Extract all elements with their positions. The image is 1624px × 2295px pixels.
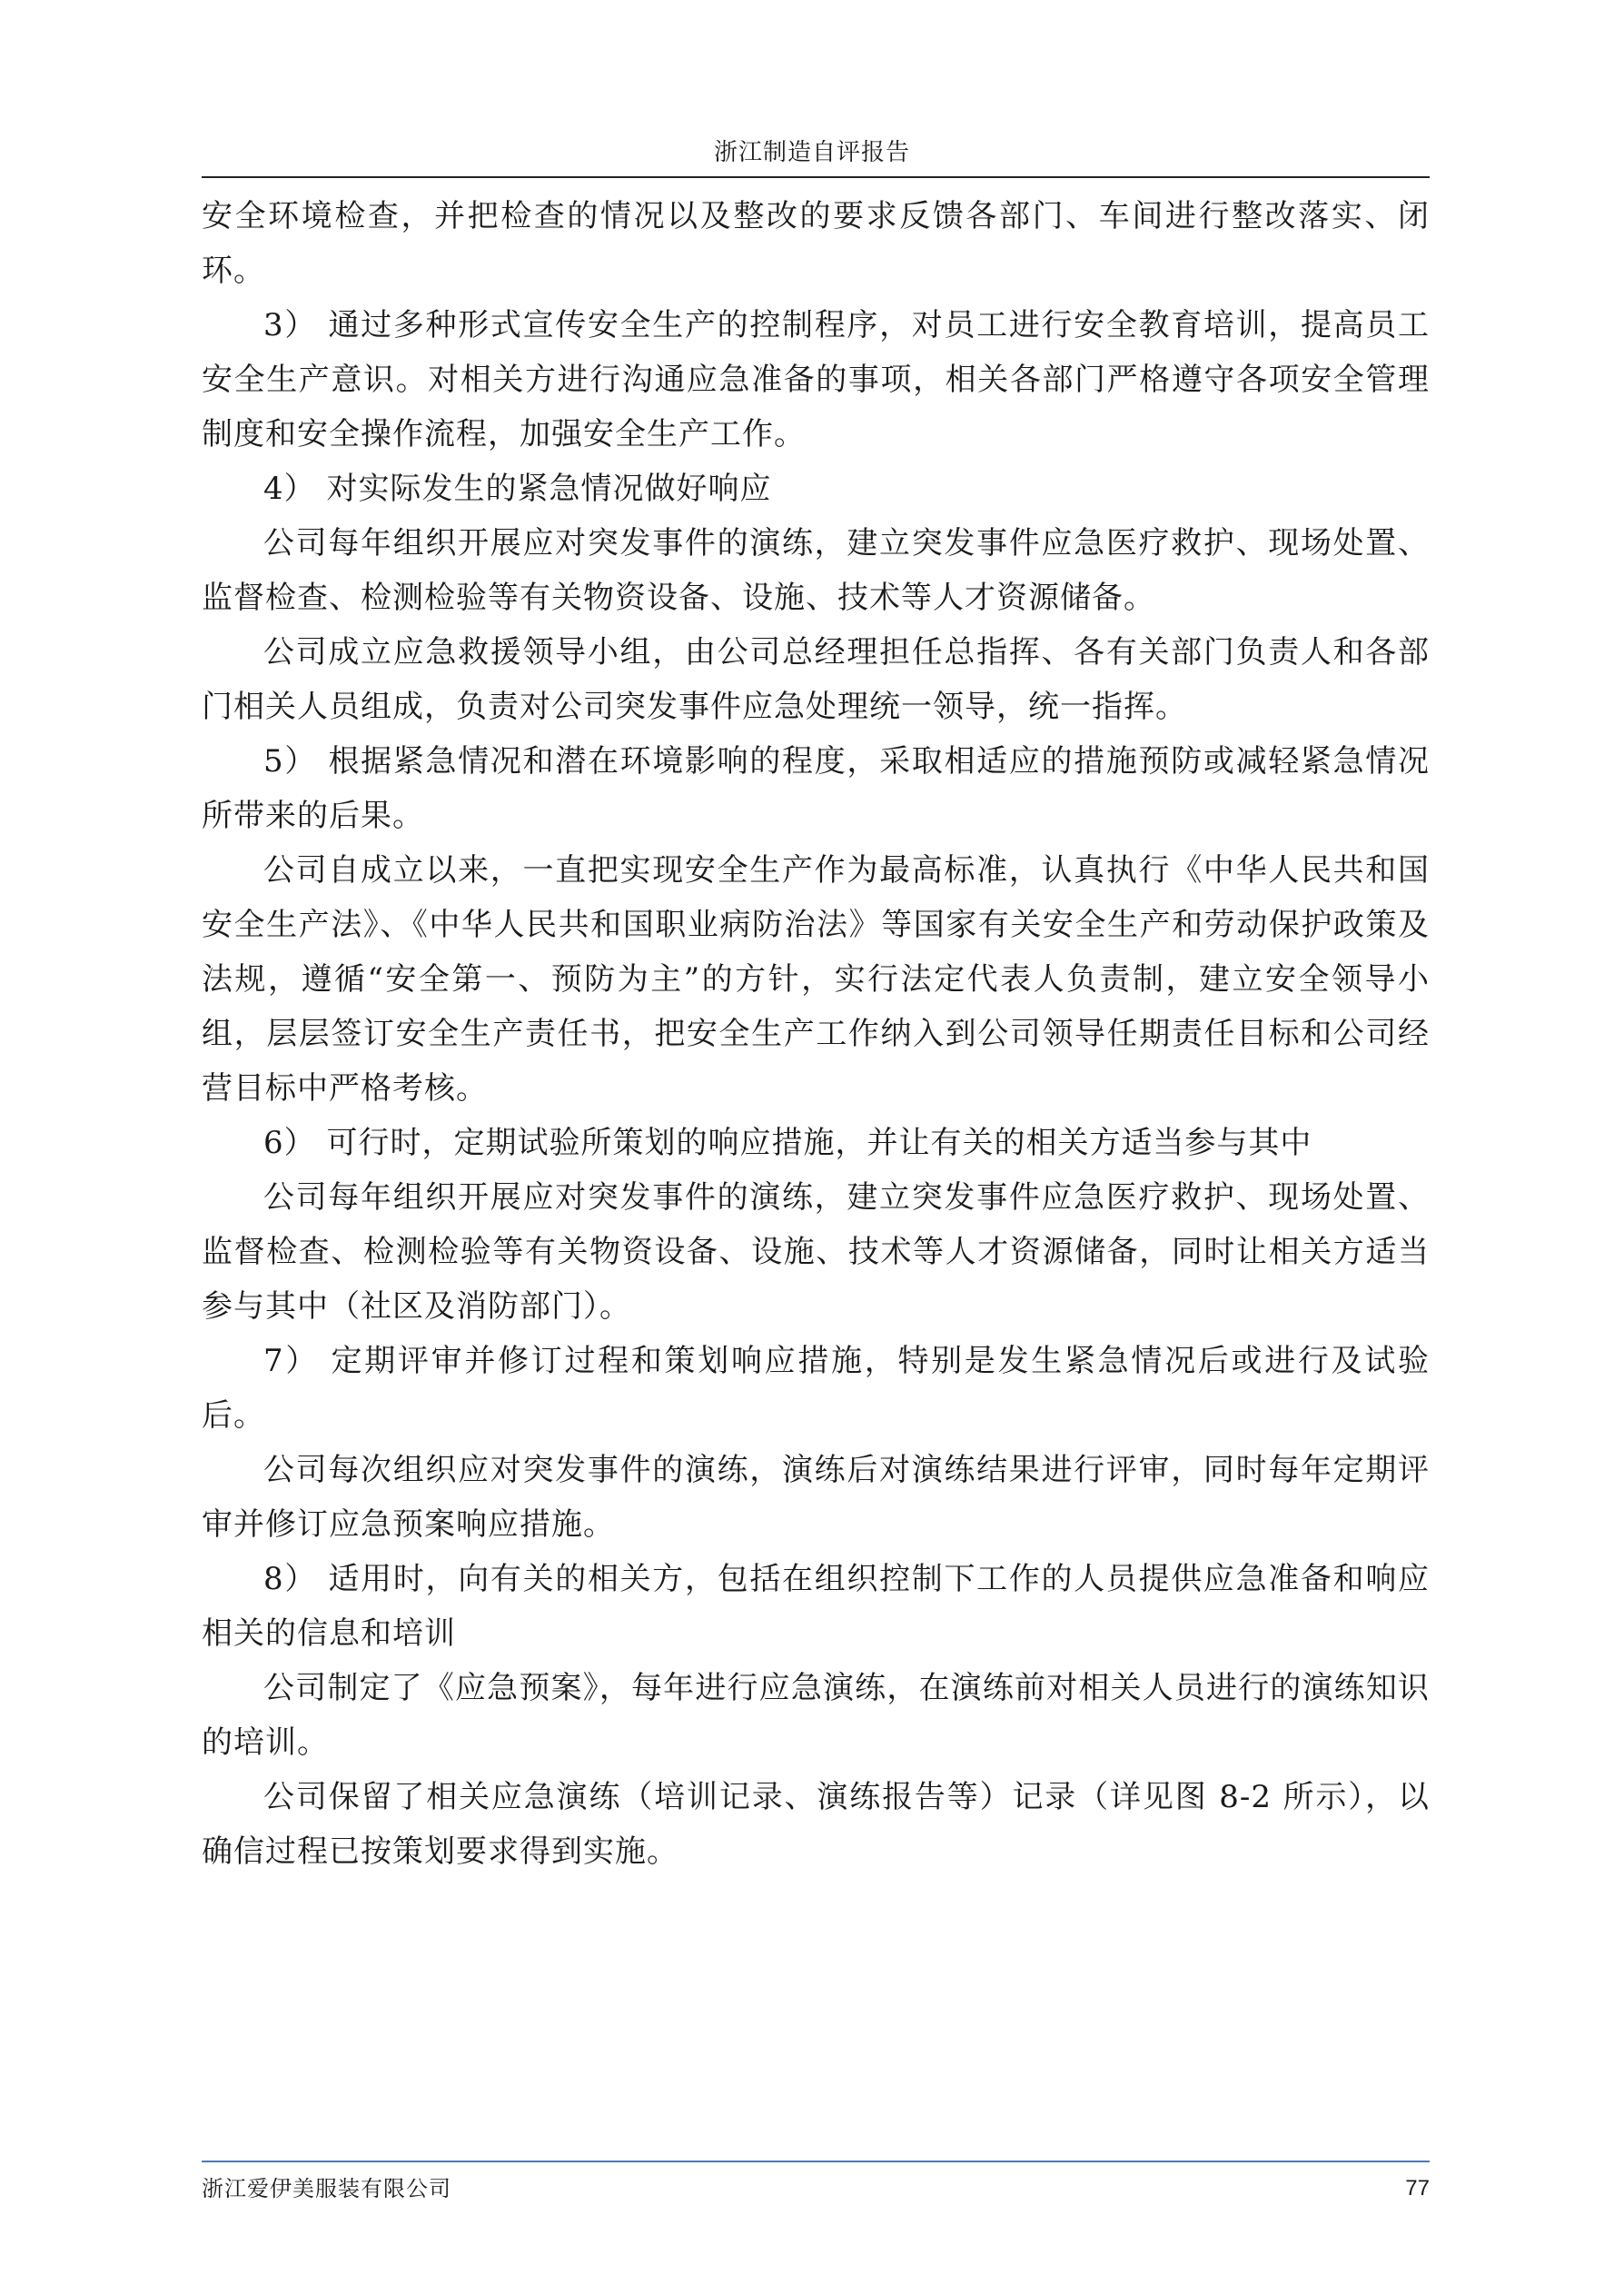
paragraph-12: 公司制定了《应急预案》，每年进行应急演练，在演练前对相关人员进行的演练知识的培训。 [202, 1670, 1430, 1761]
page-header-title: 浙江制造自评报告 [713, 139, 910, 166]
footer-divider [202, 2161, 1430, 2162]
paragraph-11: 8） 适用时，向有关的相关方，包括在组织控制下工作的人员提供应急准备和响应相关的信息和培训 [202, 1561, 1430, 1652]
paragraph-7: 6） 可行时，定期试验所策划的响应措施，并让有关的相关方适当参与其中 [263, 1125, 1312, 1161]
paragraph-2: 4） 对实际发生的紧急情况做好响应 [263, 471, 772, 507]
paragraph-0: 安全环境检查，并把检查的情况以及整改的要求反馈各部门、车间进行整改落实、闭环。 [202, 198, 1430, 289]
paragraph-3: 公司每年组织开展应对突发事件的演练，建立突发事件应急医疗救护、现场处置、监督检查、检测检验等有关物资设备、设施、技术等人才资源储备。 [202, 525, 1430, 616]
paragraph-4: 公司成立应急救援领导小组，由公司总经理担任总指挥、各有关部门负责人和各部门相关人员组成，负责对公司突发事件应急处理统一领导，统一指挥。 [202, 634, 1430, 725]
paragraph-5: 5） 根据紧急情况和潜在环境影响的程度，采取相适应的措施预防或减轻紧急情况所带来的后果。 [202, 743, 1430, 834]
paragraph-10: 公司每次组织应对突发事件的演练，演练后对演练结果进行评审，同时每年定期评审并修订应急预案响应措施。 [202, 1452, 1430, 1543]
page-number: 77 [1405, 2176, 1430, 2201]
header-divider [202, 176, 1430, 178]
paragraph-13: 公司保留了相关应急演练（培训记录、演练报告等）记录（详见图 8-2 所示），以确信过程已按策划要求得到实施。 [202, 1779, 1430, 1870]
body-text [202, 189, 1430, 1879]
paragraph-6: 公司自成立以来，一直把实现安全生产作为最高标准，认真执行《中华人民共和国安全生产法》、《中华人民共和国职业病防治法》等国家有关安全生产和劳动保护政策及法规，遵循“安全第一、预防为主”的方针，实行法定代表人负责制，建立安全领导小组，层层签订安全生产责任书，把安全生产工作纳入到公司领导任期责任目标和公司经营目标中严格考核。 [202, 852, 1430, 1107]
footer-company-name: 浙江爱伊美服装有限公司 [202, 2176, 451, 2201]
paragraph-1: 3） 通过多种形式宣传安全生产的控制程序，对员工进行安全教育培训，提高员工安全生产意识。对相关方进行沟通应急准备的事项，相关各部门严格遵守各项安全管理制度和安全操作流程，加强安全生产工作。 [202, 307, 1430, 452]
paragraph-8: 公司每年组织开展应对突发事件的演练，建立突发事件应急医疗救护、现场处置、监督检查、检测检验等有关物资设备、设施、技术等人才资源储备，同时让相关方适当参与其中（社区及消防部门）。 [202, 1179, 1430, 1325]
paragraph-9: 7） 定期评审并修订过程和策划响应措施，特别是发生紧急情况后或进行及试验后。 [202, 1343, 1430, 1434]
